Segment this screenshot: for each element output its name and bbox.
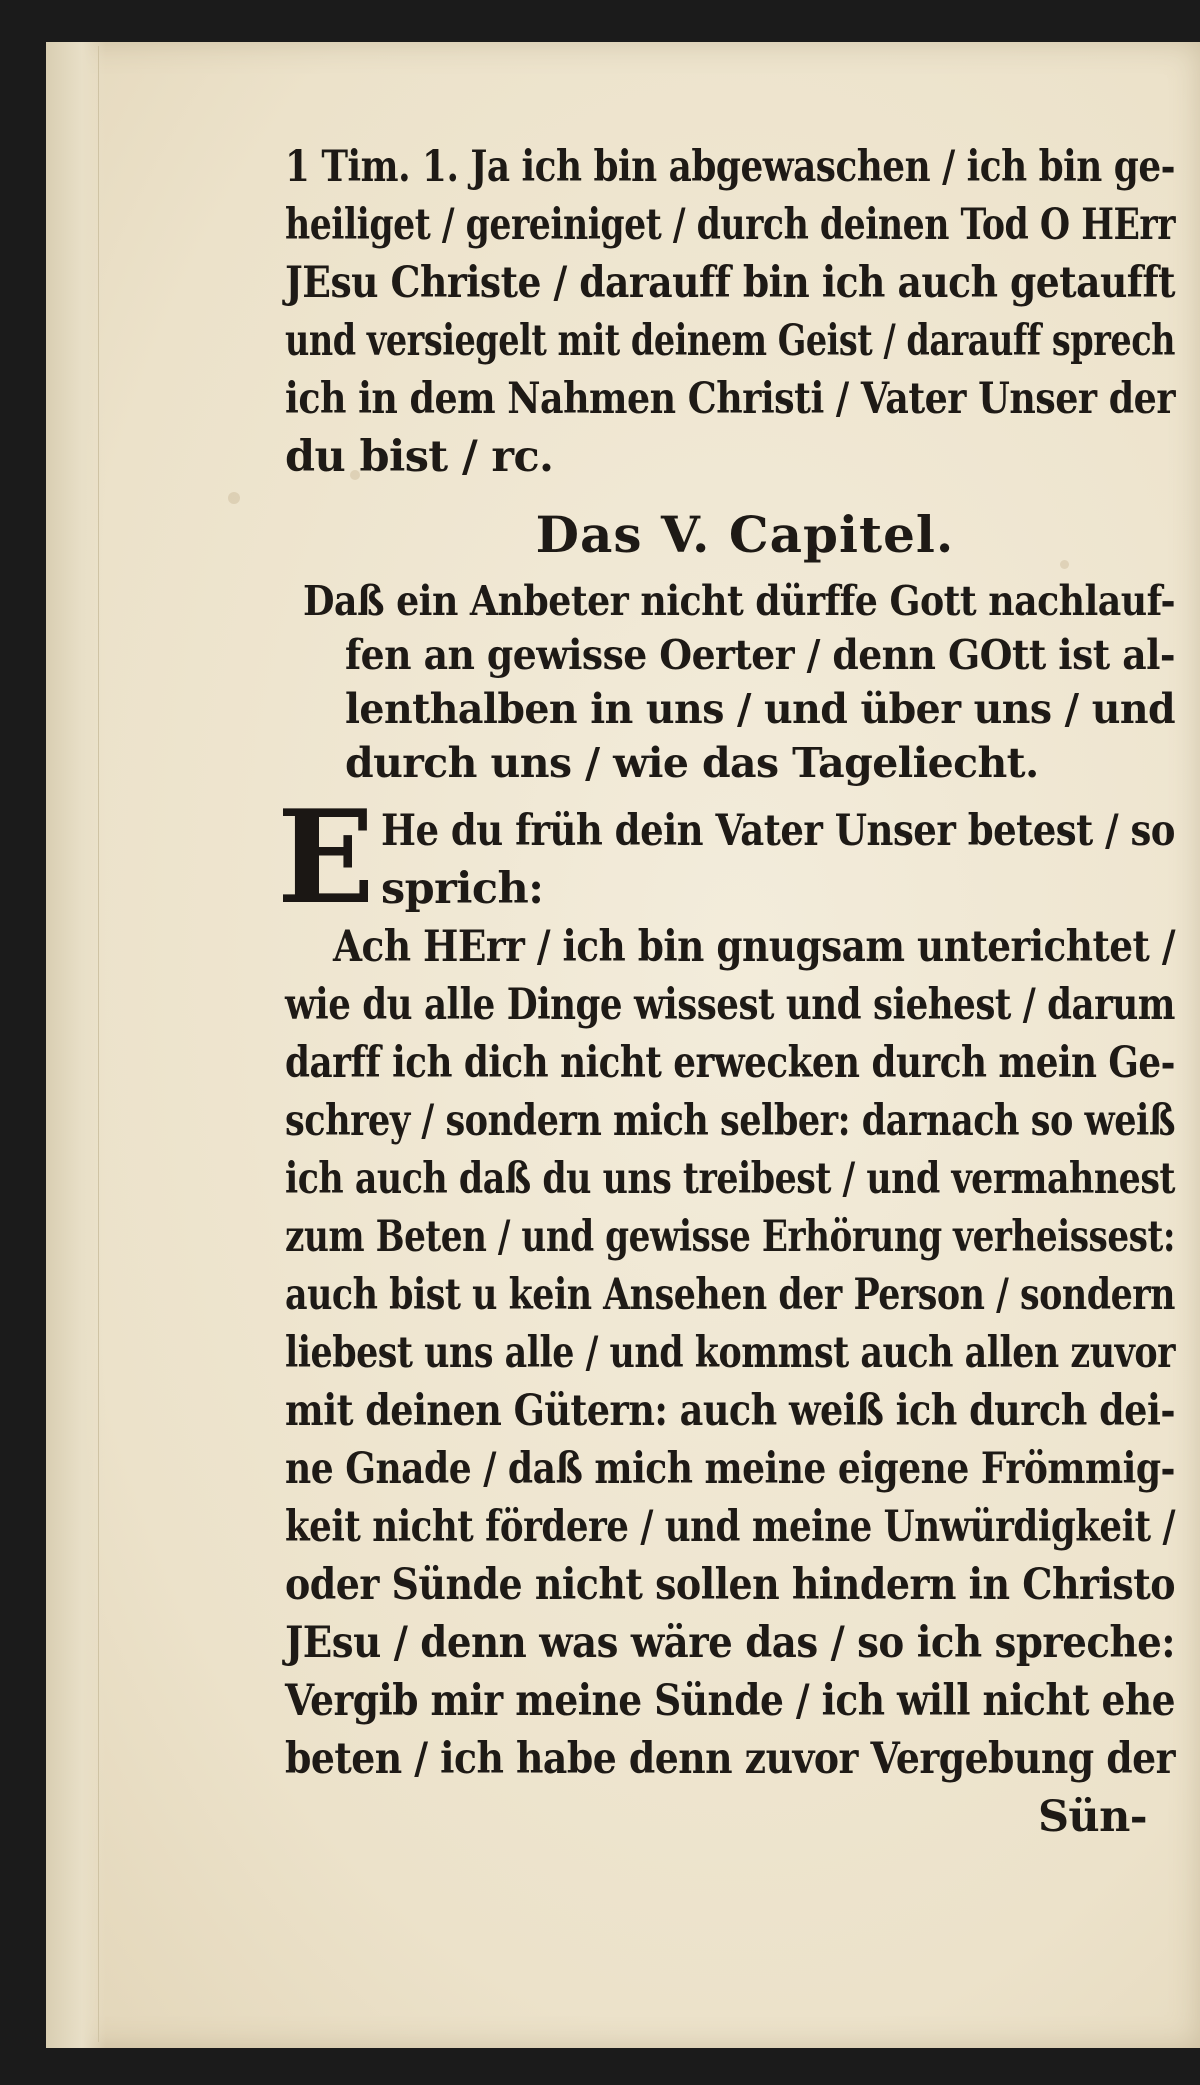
- page-edge-line: [98, 46, 99, 2042]
- text-line: oder Sünde nicht sollen hindern in Christo: [285, 1560, 1175, 1610]
- catchword: Sün-: [1037, 1792, 1147, 1842]
- chapter-heading: Das V. Capitel.: [535, 505, 955, 564]
- chapter-summary: [285, 574, 1175, 790]
- page-text: [277, 138, 1175, 1846]
- text-line: ich auch daß du uns treibest / und vermahnest: [285, 1154, 1175, 1204]
- text-line: wie du alle Dinge wissest und siehest / darum: [285, 980, 1175, 1030]
- text-line: ich in dem Nahmen Christi / Vater Unser der: [285, 374, 1175, 424]
- text-line: und versiegelt mit deinem Geist / darauff sprech: [285, 316, 1175, 366]
- text-line: Vergib mir meine Sünde / ich will nicht ehe: [285, 1676, 1175, 1726]
- text-line: darff ich dich nicht erwecken durch mein Ge-: [285, 1038, 1175, 1088]
- text-line: JEsu Christe / darauff bin ich auch getaufft: [285, 258, 1175, 308]
- summary-line: Daß ein Anbeter nicht dürffe Gott nachlauf-: [303, 577, 1175, 625]
- text-line: sprich:: [381, 864, 544, 914]
- paragraph-body: [285, 918, 1175, 1788]
- paper-spot: [228, 492, 240, 504]
- text-line: keit nicht fördere / und meine Unwürdigkeit /: [285, 1502, 1175, 1552]
- text-line: 1 Tim. 1. Ja ich bin abgewaschen / ich bin ge-: [285, 142, 1175, 192]
- summary-line: durch uns / wie das Tageliecht.: [345, 739, 1039, 787]
- text-line: Ach HErr / ich bin gnugsam unterichtet /: [333, 922, 1175, 972]
- text-line: liebest uns alle / und kommst auch allen zuvor: [285, 1328, 1175, 1378]
- text-line: He du früh dein Vater Unser betest / so: [381, 806, 1175, 856]
- drop-cap-initial: E: [277, 783, 375, 933]
- text-line: zum Beten / und gewisse Erhörung verheissest:: [285, 1212, 1175, 1262]
- text-line: ne Gnade / daß mich meine eigene Frömmig-: [285, 1444, 1175, 1494]
- text-line: heiliget / gereiniget / durch deinen Tod O HErr: [285, 200, 1175, 250]
- text-line: JEsu / denn was wäre das / so ich spreche:: [285, 1618, 1175, 1668]
- text-line: schrey / sondern mich selber: darnach so weiß: [285, 1096, 1175, 1146]
- summary-line: fen an gewisse Oerter / denn GOtt ist al-: [345, 631, 1175, 679]
- text-line: beten / ich habe denn zuvor Vergebung der: [285, 1734, 1175, 1784]
- text-line: mit deinen Gütern: auch weiß ich durch dei-: [285, 1386, 1175, 1436]
- paragraph-opening: [277, 783, 1175, 933]
- text-line: du bist / rc.: [285, 432, 554, 482]
- page-gutter: [46, 42, 106, 2048]
- summary-line: lenthalben in uns / und über uns / und: [345, 685, 1175, 733]
- text-line: auch bist u kein Ansehen der Person / sondern: [285, 1270, 1175, 1320]
